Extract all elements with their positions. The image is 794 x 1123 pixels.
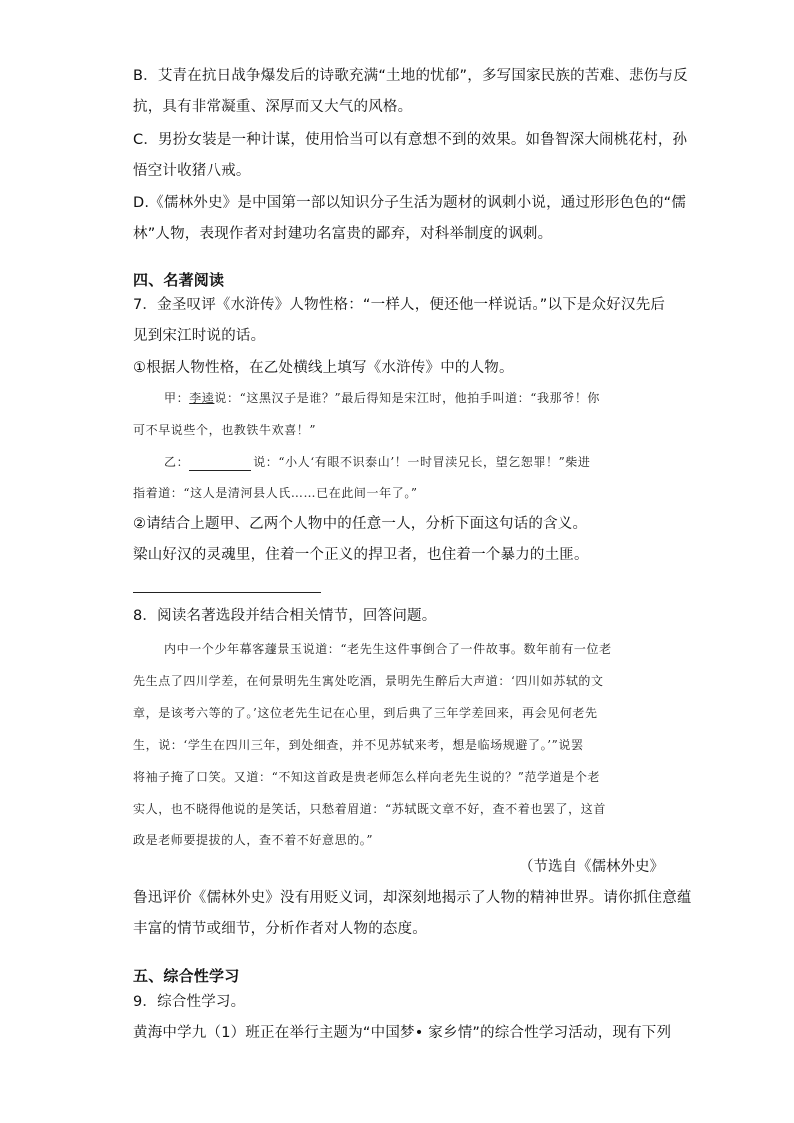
quote-yi-prefix: 乙： [164,455,190,469]
passage-line-4: 生，说：‘学生在四川三年，到处细查，并不见苏轼来考，想是临场规避了。’”说罢 [133,738,584,752]
quote-yi-line-1 [164,453,591,471]
passage-line-1: 内中一个少年幕客蘧景玉说道：“老先生这件事倒合了一件故事。数年前有一位老 [164,642,612,656]
quote-jia-prefix: 甲： [164,391,190,405]
quote-yi-line-2: 指着道：“这人是清河县人氏……已在此间一年了。” [133,486,418,500]
passage-line-3: 章，是该考六等的了。’这位老先生记在心里，到后典了三年学差回来，再会见何老先 [133,706,598,720]
answer-line[interactable] [133,592,321,593]
section-5-heading: 五、综合性学习 [133,967,240,985]
question-7-part-2: ②请结合上题甲、乙两个人物中的任意一人，分析下面这句话的含义。 [133,516,588,532]
question-7-part-1: ①根据人物性格，在乙处横线上填写《水浒传》中的人物。 [133,360,514,376]
quote-jia-line-2: 可不早说些个，也教铁牛欢喜！” [133,423,317,437]
question-7-sentence: 梁山好汉的灵魂里，住着一个正义的捍卫者，也住着一个暴力的土匪。 [133,547,589,563]
option-c-line-2: 悟空计收猪八戒。 [133,163,251,179]
question-9-line-1: 9．综合性学习。 [133,994,246,1010]
quote-jia-text: 说：“这黑汉子是谁？”最后得知是宋江时，他拍手叫道：“我那爷！你 [214,391,601,405]
question-9-line-2: 黄海中学九（1）班正在举行主题为“中国梦• 家乡情”的综合性学习活动，现有下列 [133,1025,672,1041]
question-8-line-1: 8．阅读名著选段并结合相关情节，回答问题。 [133,608,437,624]
passage-line-2: 先生点了四川学差，在何景明先生寓处吃酒，景明先生醉后大声道：‘四川如苏轼的文 [133,674,604,688]
question-7-line-1: 7．金圣叹评《水浒传》人物性格：“一样人，便还他一样说话。”以下是众好汉先后 [133,297,666,313]
option-b-line-2: 抗，具有非常凝重、深厚而又大气的风格。 [133,99,413,115]
quote-jia-name: 李逵 [189,391,215,405]
option-d-line-2: 林”人物，表现作者对封建功名富贵的鄙弃，对科举制度的讽刺。 [133,226,553,242]
passage-line-7: 政是老师要提拔的人，查不着不好意思的。” [133,833,374,847]
question-8-prompt-1: 鲁迅评价《儒林外史》没有用贬义词，却深刻地揭示了人物的精神世界。请你抓住意蕴 [133,890,692,906]
passage-line-5: 将袖子掩了口笑。又道：“不知这首政是贵老师怎么样向老先生说的？”范学道是个老 [133,770,601,784]
option-d-line-1: D.《儒林外史》是中国第一部以知识分子生活为题材的讽刺小说，通过形形色色的“儒 [133,195,687,211]
quote-jia-line-1 [164,389,600,407]
question-8-prompt-2: 丰富的情节或细节，分析作者对人物的态度。 [133,921,427,937]
answer-blank[interactable] [189,457,251,471]
option-c-line-1: C．男扮女装是一种计谋，使用恰当可以有意想不到的效果。如鲁智深大闹桃花村，孙 [133,132,688,148]
quote-yi-text: 说：“小人‘有眼不识泰山’！一时冒渎兄长，望乞恕罪！”柴进 [253,455,591,469]
question-7-line-2: 见到宋江时说的话。 [133,328,266,344]
passage-line-6: 实人，也不晓得他说的是笑话，只愁着眉道：“苏轼既文章不好，查不着也罢了，这首 [133,802,606,816]
section-4-heading: 四、名著阅读 [133,271,225,289]
option-b-line-1: B．艾青在抗日战争爆发后的诗歌充满“土地的忧郁”，多写国家民族的苦难、悲伤与反 [133,68,688,84]
passage-source: （节选自《儒林外史》 [519,859,664,875]
